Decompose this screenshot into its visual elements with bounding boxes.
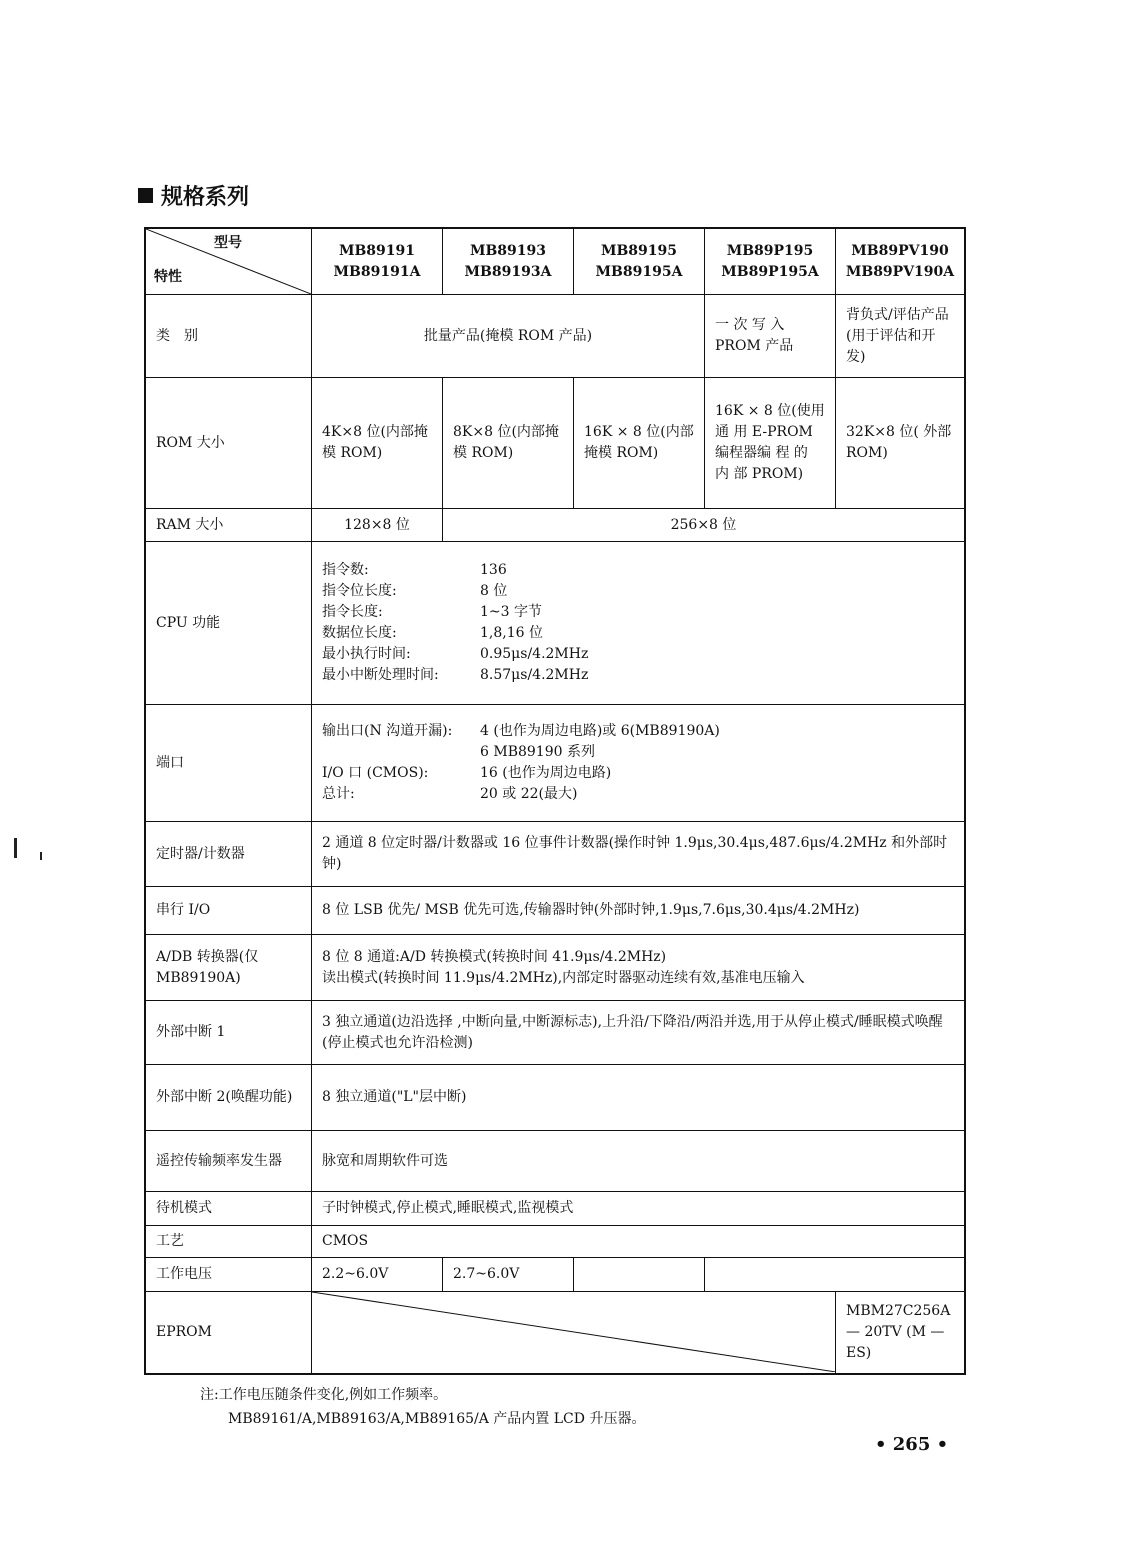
voltage-cell: 2.7~6.0V	[442, 1258, 573, 1291]
ext-int-2-row	[146, 1064, 964, 1130]
square-bullet-icon	[138, 188, 153, 203]
port-key: 输出口(N 沟道开漏):	[322, 723, 453, 739]
row-label: 外部中断 2(唤醒功能)	[156, 1089, 293, 1105]
table-header-row	[146, 229, 964, 294]
standby-row	[146, 1191, 964, 1225]
model-name-variant: MB89195A	[595, 263, 683, 280]
model-header	[311, 229, 442, 294]
timer-text: 2 通道 8 位定时器/计数器或 16 位事件计数器(操作时钟 1.9μs,30.4μs,487.6μs/4.2MHz 和外部时钟)	[311, 822, 964, 886]
voltage-cell: 2.2~6.0V	[311, 1258, 442, 1291]
scan-mark	[14, 838, 17, 858]
process-row	[146, 1225, 964, 1257]
cpu-value: 8 位	[480, 583, 508, 599]
cpu-details	[311, 542, 964, 704]
model-header	[442, 229, 573, 294]
cpu-key: 指令数:	[322, 562, 369, 578]
port-key	[322, 742, 480, 763]
rom-cell: 4K×8 位(内部掩模 ROM)	[311, 378, 442, 508]
model-header	[573, 229, 704, 294]
notes	[200, 1383, 645, 1431]
row-label: 工作电压	[156, 1266, 212, 1282]
cpu-key: 最小执行时间:	[322, 646, 411, 662]
model-name: MB89191	[338, 242, 416, 259]
eprom-row	[146, 1291, 964, 1373]
scan-mark	[40, 852, 42, 860]
section-title-text: 规格系列	[161, 185, 250, 210]
serial-text: 8 位 LSB 优先/ MSB 优先可选,传输器时钟(外部时钟,1.9μs,7.6μs,30.4μs/4.2MHz)	[311, 887, 964, 934]
cpu-row	[146, 541, 964, 704]
cpu-key: 数据位长度:	[322, 625, 397, 641]
remote-text: 脉宽和周期软件可选	[311, 1131, 964, 1191]
standby-text: 子时钟模式,停止模式,睡眠模式,监视模式	[311, 1192, 964, 1225]
voltage-cell	[704, 1258, 964, 1291]
rom-cell: 16K × 8 位(使用 通 用 E-PROM 编程器编 程 的 内 部 PROM)	[704, 378, 835, 508]
voltage-row	[146, 1257, 964, 1291]
remote-row	[146, 1130, 964, 1191]
row-label: 串行 I/O	[156, 902, 211, 918]
row-label: 类 别	[156, 327, 198, 344]
row-label: 工艺	[156, 1233, 184, 1249]
category-piggyback: 背负式/评估产品(用于评估和开发)	[835, 295, 964, 377]
adc-details	[311, 935, 964, 1000]
note-line: 注:工作电压随条件变化,例如工作频率。	[200, 1387, 448, 1403]
ram-row	[146, 508, 964, 541]
row-label: A/DB 转换器(仅 MB89190A)	[156, 948, 259, 986]
eprom-empty-cell	[311, 1292, 835, 1373]
adc-line: 8 位 8 通道:A/D 转换模式(转换时间 41.9μs/4.2MHz)	[322, 948, 667, 965]
rom-row	[146, 377, 964, 508]
cpu-key: 指令位长度:	[322, 583, 397, 599]
model-name: MB89195	[600, 242, 678, 259]
corner-cell	[146, 229, 311, 294]
ports-row	[146, 704, 964, 821]
spec-table	[144, 227, 966, 1375]
model-name-variant: MB89P195A	[721, 263, 819, 280]
model-name-variant: MB89PV190A	[845, 263, 955, 280]
model-name: MB89PV190	[851, 242, 949, 259]
cpu-value: 1~3 字节	[480, 604, 542, 620]
port-value: 6 MB89190 系列	[480, 744, 595, 760]
voltage-cell	[573, 1258, 704, 1291]
rom-cell: 32K×8 位( 外部 ROM)	[835, 378, 964, 508]
category-row	[146, 294, 964, 377]
ext-int-1-row	[146, 1000, 964, 1064]
ext-int-1-text: 3 独立通道(边沿选择 ,中断向量,中断源标志),上升沿/下降沿/两沿并选,用于从停止模式/睡眠模式唤醒(停止模式也允许沿检测)	[311, 1001, 964, 1064]
cpu-value: 1,8,16 位	[480, 625, 543, 641]
row-label: RAM 大小	[156, 516, 224, 533]
serial-row	[146, 886, 964, 934]
model-name: MB89P195	[726, 242, 814, 259]
model-name-variant: MB89193A	[464, 263, 552, 280]
adc-row	[146, 934, 964, 1000]
cpu-key: 指令长度:	[322, 604, 383, 620]
adc-line: 读出模式(转换时间 11.9μs/4.2MHz),内部定时器驱动连续有效,基准电压输入	[322, 969, 805, 986]
port-key: 总计:	[322, 786, 355, 802]
rom-cell: 8K×8 位(内部掩模 ROM)	[442, 378, 573, 508]
cpu-key: 最小中断处理时间:	[322, 667, 439, 683]
model-name: MB89193	[469, 242, 547, 259]
page-number: • 265 •	[875, 1434, 949, 1455]
eprom-part: MBM27C256A — 20TV (M — ES)	[835, 1292, 964, 1373]
port-value: 20 或 22(最大)	[480, 786, 578, 802]
ram-cell: 256×8 位	[442, 509, 964, 541]
row-label: 定时器/计数器	[156, 845, 245, 862]
cpu-value: 0.95μs/4.2MHz	[480, 646, 589, 662]
cpu-value: 8.57μs/4.2MHz	[480, 667, 589, 683]
process-text: CMOS	[311, 1226, 964, 1257]
row-label: 待机模式	[156, 1200, 212, 1216]
row-label: 遥控传输频率发生器	[156, 1152, 282, 1169]
ext-int-2-text: 8 独立通道("L"层中断)	[311, 1065, 964, 1130]
eprom-diagonal	[312, 1292, 836, 1372]
category-otp: 一 次 写 入 PROM 产品	[704, 295, 835, 377]
row-label: ROM 大小	[156, 434, 225, 451]
port-value: 16 (也作为周边电路)	[480, 765, 612, 781]
port-value: 4 (也作为周边电路)或 6(MB89190A)	[480, 723, 720, 739]
row-label: CPU 功能	[156, 614, 221, 631]
rom-cell: 16K × 8 位(内部掩模 ROM)	[573, 378, 704, 508]
cpu-value: 136	[480, 562, 507, 578]
port-key: I/O 口 (CMOS):	[322, 765, 429, 781]
corner-bottom-label: 特性	[154, 269, 182, 285]
ports-details	[311, 705, 964, 821]
row-label: 端口	[156, 754, 184, 771]
ram-cell: 128×8 位	[311, 509, 442, 541]
corner-top-label: 型号	[214, 235, 242, 251]
row-label: EPROM	[156, 1324, 212, 1340]
note-line: MB89161/A,MB89163/A,MB89165/A 产品内置 LCD 升压器。	[228, 1411, 646, 1427]
model-name-variant: MB89191A	[333, 263, 421, 280]
model-header	[835, 229, 964, 294]
category-mass: 批量产品(掩模 ROM 产品)	[311, 295, 704, 377]
model-header	[704, 229, 835, 294]
section-title	[138, 180, 249, 211]
row-label: 外部中断 1	[156, 1024, 226, 1040]
timer-row	[146, 821, 964, 886]
